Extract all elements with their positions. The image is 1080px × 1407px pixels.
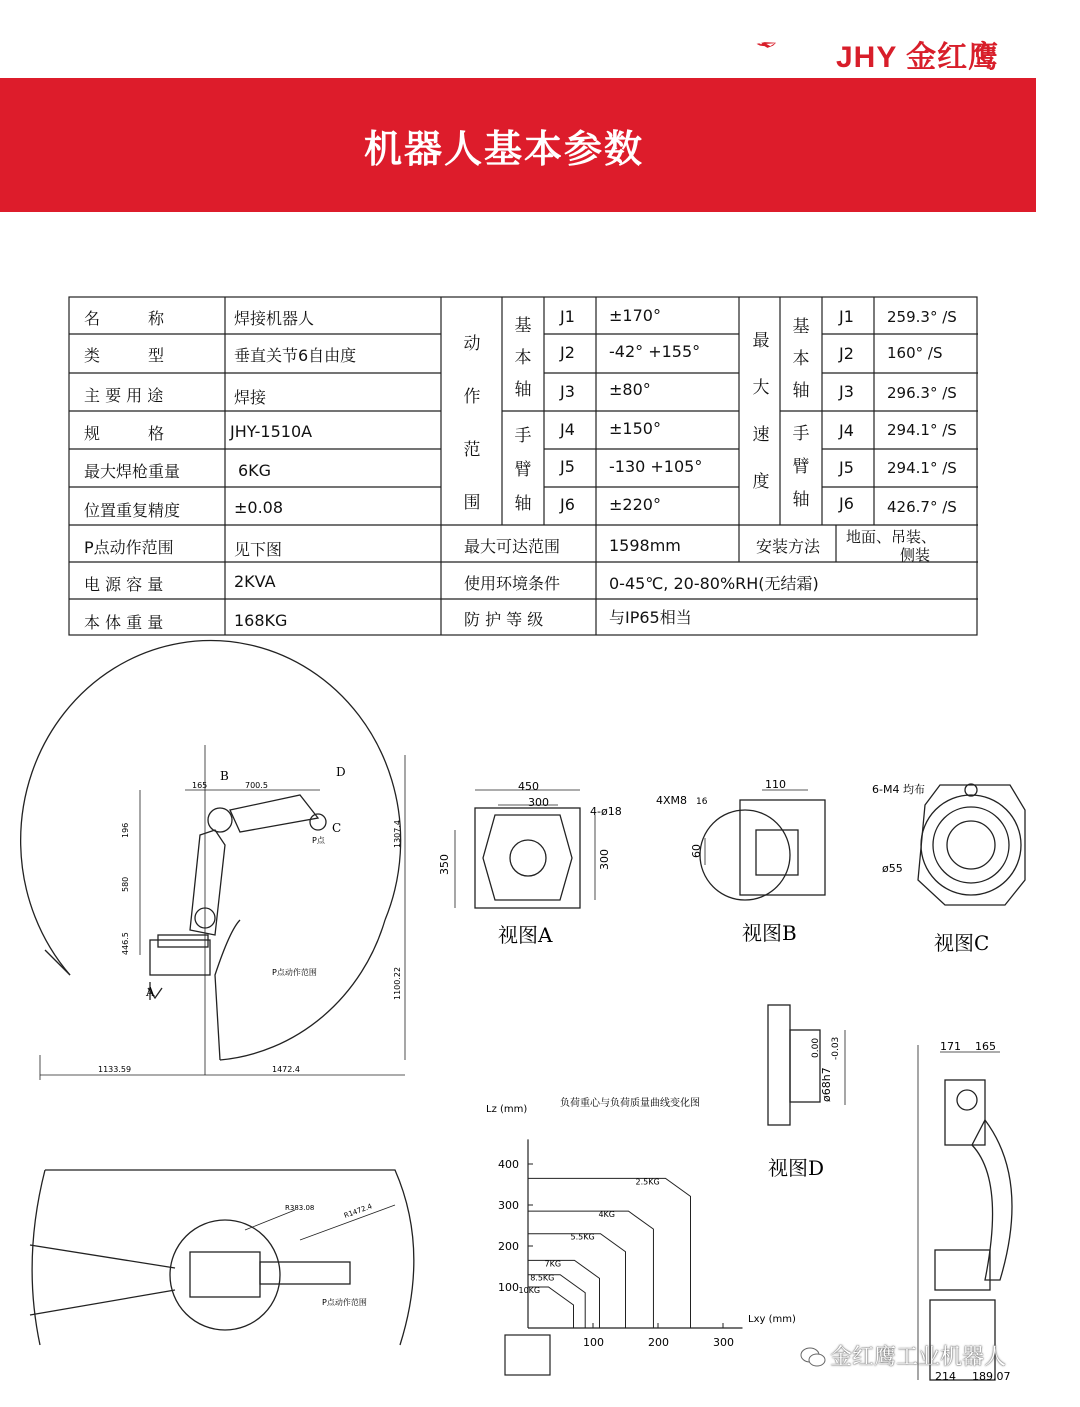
install-value-2: 侧装 <box>900 546 931 564</box>
joint-name: J5 <box>839 458 854 477</box>
reach-value: 1598mm <box>609 536 681 555</box>
chart-x-tick-label: 200 <box>648 1336 669 1349</box>
view-a-dim: 300 <box>528 796 549 809</box>
value-body-weight: 168KG <box>234 611 288 630</box>
env-value: 0-45℃, 20-80%RH(无结霜) <box>609 574 819 593</box>
side-label-p: P点 <box>312 836 325 845</box>
chart-series-label: 10KG <box>518 1286 541 1295</box>
top-radius-2: R1472.4 <box>342 1202 374 1220</box>
value-use: 焊接 <box>234 388 267 407</box>
view-a-dim: 450 <box>518 780 539 793</box>
top-p-range-label: P点动作范围 <box>322 1298 367 1307</box>
joint-speed: 296.3° /S <box>887 384 957 402</box>
front-dim: 171 <box>940 1040 961 1053</box>
side-dim: 580 <box>121 876 130 892</box>
view-d-dim: -0.03 <box>831 1036 841 1060</box>
side-dim: 196 <box>121 822 130 838</box>
joint-name: J6 <box>839 494 854 513</box>
joint-range: ±170° <box>609 306 661 325</box>
wechat-icon <box>800 1346 826 1368</box>
chart-series-label: 5.5KG <box>570 1232 595 1242</box>
joint-range: ±220° <box>609 495 661 514</box>
view-a-dim: 4-ø18 <box>590 805 622 818</box>
joint-name: J1 <box>560 307 575 326</box>
view-d-dim: ø68h7 <box>820 1067 833 1102</box>
joint-name: J3 <box>839 382 854 401</box>
front-dim: 214 <box>935 1370 956 1383</box>
chart-series-label: 7KG <box>544 1259 562 1269</box>
joint-speed: 426.7° /S <box>887 498 957 516</box>
chart-series-label: 8.5KG <box>530 1273 555 1283</box>
view-d-drawing <box>768 1005 845 1125</box>
side-dim: 1472.4 <box>272 1065 300 1074</box>
chart-x-tick-label: 300 <box>713 1336 734 1349</box>
side-label-d: D <box>336 765 346 779</box>
joint-speed: 294.1° /S <box>887 459 957 477</box>
side-dim: 1100.22 <box>393 966 402 1000</box>
front-dim: 189.07 <box>972 1370 1011 1383</box>
chart-base-sketch <box>505 1335 550 1375</box>
joint-name: J1 <box>839 307 854 326</box>
label-name: 名 称 <box>84 309 165 328</box>
load-chart <box>486 1096 796 1375</box>
joint-name: J5 <box>560 457 575 476</box>
protect-label: 防 护 等 级 <box>464 610 544 629</box>
view-c-dim: 6-M4 均布 <box>872 783 925 796</box>
side-label-b: B <box>220 769 229 783</box>
chart-y-tick-label: 100 <box>498 1281 519 1294</box>
chart-series-label: 4KG <box>598 1210 615 1220</box>
side-dim: 1307.4 <box>393 820 402 848</box>
chart-series-line <box>528 1211 653 1328</box>
view-b-dim: 110 <box>765 778 786 791</box>
wrist-axis-label-2: 手 臂 轴 <box>792 424 810 510</box>
view-a-dim: 350 <box>438 854 451 875</box>
joint-range: ±80° <box>609 380 651 399</box>
view-a-drawing <box>455 790 595 908</box>
view-a-dim: 300 <box>598 849 611 870</box>
front-view-drawing <box>918 1045 1012 1380</box>
chart-x-label: Lxy (mm) <box>748 1314 796 1325</box>
base-axis-label-1: 基 本 轴 <box>514 316 532 400</box>
joint-name: J4 <box>839 421 854 440</box>
label-power: 电 源 容 量 <box>84 575 164 594</box>
install-label: 安装方法 <box>756 537 821 556</box>
value-p-range: 见下图 <box>234 540 283 559</box>
watermark-text: 金红鹰工业机器人 <box>830 1345 1007 1370</box>
joint-speed: 259.3° /S <box>887 308 957 326</box>
label-model: 规 格 <box>84 424 165 443</box>
view-a-title: 视图A <box>498 923 553 947</box>
joint-range: -130 +105° <box>609 457 703 476</box>
joint-speed: 160° /S <box>887 344 943 362</box>
side-dim: 1133.59 <box>98 1065 132 1074</box>
view-c-title: 视图C <box>934 931 990 955</box>
joint-name: J2 <box>839 344 854 363</box>
view-b-title: 视图B <box>742 921 797 945</box>
env-label: 使用环境条件 <box>464 574 561 593</box>
top-radius-1: R383.08 <box>285 1204 315 1212</box>
side-p-range-label: P点动作范围 <box>272 968 317 977</box>
chart-x-tick-label: 100 <box>583 1336 604 1349</box>
side-dim: 446.5 <box>121 932 130 955</box>
label-use: 主 要 用 途 <box>84 386 164 405</box>
label-repeatability: 位置重复精度 <box>84 501 181 520</box>
brand-cn: 金红鹰 <box>906 41 1000 74</box>
label-torch-weight: 最大焊枪重量 <box>84 462 181 481</box>
base-axis-label-2: 基 本 轴 <box>792 317 810 401</box>
chart-title: 负荷重心与负荷质量曲线变化图 <box>560 1098 700 1109</box>
page-title: 机器人基本参数 <box>363 127 644 171</box>
view-d-title: 视图D <box>768 1156 825 1180</box>
chart-series-label: 2.5KG <box>635 1177 660 1187</box>
joint-name: J3 <box>560 382 575 401</box>
side-label-a: A <box>146 985 155 999</box>
label-p-range: P点动作范围 <box>84 538 174 557</box>
install-value-1: 地面、吊装、 <box>846 528 937 546</box>
view-d-dim: 0.00 <box>811 1037 821 1058</box>
joint-range: ±150° <box>609 419 661 438</box>
value-name: 焊接机器人 <box>234 309 315 328</box>
joint-name: J4 <box>560 420 575 439</box>
brand-en: JHY <box>836 41 897 74</box>
reach-label: 最大可达范围 <box>464 537 561 556</box>
wrist-axis-label-1: 手 臂 轴 <box>514 426 532 514</box>
value-repeatability: ±0.08 <box>234 498 284 517</box>
value-power: 2KVA <box>234 572 276 591</box>
chart-series-line <box>528 1178 691 1328</box>
joint-name: J2 <box>560 343 575 362</box>
side-dim: 700.5 <box>245 781 268 790</box>
value-torch-weight: 6KG <box>238 461 272 480</box>
protect-value: 与IP65相当 <box>609 608 692 627</box>
chart-y-label: Lz (mm) <box>486 1104 528 1115</box>
side-label-c: C <box>332 821 342 835</box>
value-model: JHY-1510A <box>230 422 313 441</box>
view-b-dim: 4XM8 <box>656 794 688 807</box>
view-c-dim: ø55 <box>882 862 903 875</box>
side-view-drawing <box>21 641 405 1080</box>
top-view-drawing <box>30 1170 414 1345</box>
view-b-dim: 60 <box>690 844 703 858</box>
chart-y-tick-label: 300 <box>498 1199 519 1212</box>
label-body-weight: 本 体 重 量 <box>84 613 164 632</box>
view-b-drawing <box>700 790 825 900</box>
joint-name: J6 <box>560 495 575 514</box>
view-b-dim: 16 <box>696 797 708 807</box>
chart-y-tick-label: 400 <box>498 1158 519 1171</box>
value-type: 垂直关节6自由度 <box>234 346 357 365</box>
joint-speed: 294.1° /S <box>887 421 957 439</box>
label-type: 类 型 <box>84 346 165 365</box>
view-c-drawing <box>918 784 1025 905</box>
speed-group-label: 最 大 速 度 <box>752 331 770 492</box>
motion-group-label: 动 作 范 围 <box>463 334 481 513</box>
chart-y-tick-label: 200 <box>498 1240 519 1253</box>
side-dim: 165 <box>192 781 208 790</box>
joint-range: -42° +155° <box>609 342 701 361</box>
front-dim: 165 <box>975 1040 996 1053</box>
